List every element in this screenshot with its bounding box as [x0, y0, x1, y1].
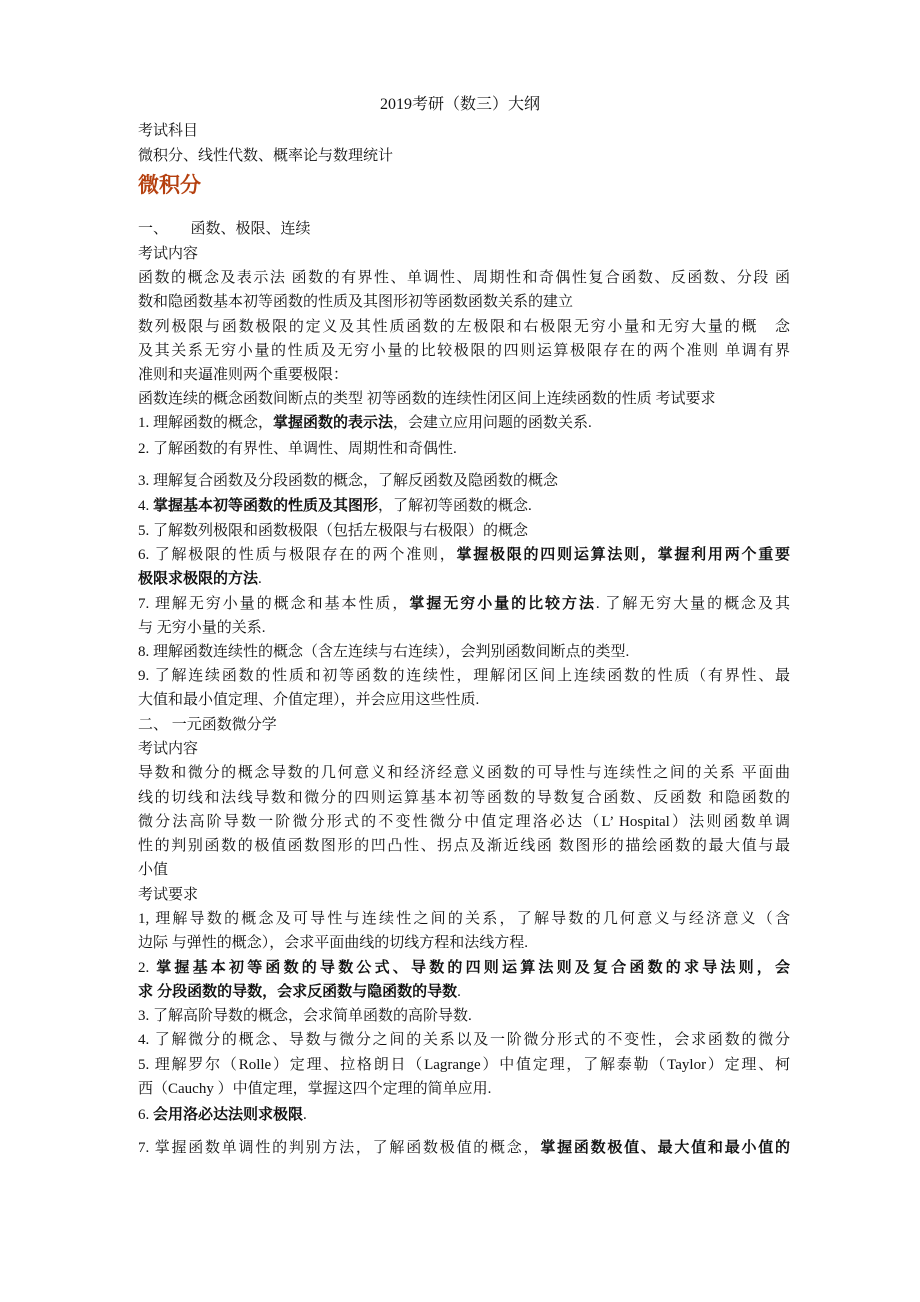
- requirement-item: [138, 1079, 790, 1099]
- text: 6.: [138, 1107, 153, 1123]
- text: 考试科目: [138, 123, 199, 139]
- text: 5. 了解数列极限和函数极限（包括左极限与右极限）的概念: [138, 523, 529, 539]
- requirement-item: [138, 982, 790, 1002]
- text: 一、 函数、极限、连续: [138, 221, 311, 237]
- text: 二、 一元函数微分学: [138, 717, 277, 733]
- text: 6. 了解极限的性质与极限存在的两个准则，: [138, 547, 457, 563]
- requirement-item: [138, 569, 790, 589]
- content-line: [138, 860, 790, 880]
- requirement-item: [138, 594, 790, 614]
- text: 考试内容: [138, 246, 199, 262]
- text: 及其关系无穷小量的性质及无穷小量的比较极限的四则运算极限存在的两个准则 单调有界: [138, 343, 790, 359]
- text: 小值: [138, 862, 169, 878]
- requirement-item: [138, 933, 790, 953]
- text: 3. 理解复合函数及分段函数的概念，了解反函数及隐函数的概念: [138, 473, 559, 489]
- text: 2.: [138, 960, 157, 976]
- requirement-item: [138, 1105, 790, 1125]
- text: 8. 理解函数连续性的概念（含左连续与右连续），会判别函数间断点的类型.: [138, 644, 630, 660]
- text: 2. 了解函数的有界性、单调性、周期性和奇偶性.: [138, 441, 457, 457]
- text: 微积分、线性代数、概率论与数理统计: [138, 148, 394, 164]
- text: 考试要求: [138, 887, 199, 903]
- subjects: [138, 146, 790, 166]
- requirement-item: [138, 909, 790, 929]
- section-label: [138, 244, 790, 264]
- bold-text: 掌握函数的表示法: [273, 414, 394, 431]
- text: 边际 与弹性的概念），会求平面曲线的切线方程和法线方程.: [138, 935, 529, 951]
- chapter-heading: [138, 219, 790, 239]
- text: . 了解无穷大量的概念及其: [595, 596, 790, 612]
- text: 与 无穷小量的关系.: [138, 620, 266, 636]
- section-label: [138, 121, 790, 141]
- requirement-item: [138, 1030, 790, 1050]
- content-line: [138, 268, 790, 288]
- content-line: [138, 341, 790, 361]
- text: 4. 了解微分的概念、导数与微分之间的关系以及一阶微分形式的不变性，会求函数的微分: [138, 1032, 790, 1048]
- content-line: [138, 389, 790, 409]
- text: 3. 了解高阶导数的概念，会求简单函数的高阶导数.: [138, 1008, 472, 1024]
- content-line: [138, 788, 790, 808]
- text: 7. 理解无穷小量的概念和基本性质，: [138, 596, 410, 612]
- bold-text: 掌握极限的四则运算法则，掌握利用两个重要: [456, 546, 790, 563]
- requirement-item: [138, 413, 790, 433]
- text: ，了解初等函数的概念.: [378, 498, 532, 514]
- requirement-item: [138, 958, 790, 978]
- bold-text: 求 分段函数的导数，会求反函数与隐函数的导数: [138, 983, 458, 1000]
- text: 导数和微分的概念导数的几何意义和经济经意义函数的可导性与连续性之间的关系 平面曲: [138, 765, 790, 781]
- requirement-item: [138, 642, 790, 662]
- requirement-item: [138, 666, 790, 686]
- content-line: [138, 836, 790, 856]
- content-line: [138, 812, 790, 832]
- requirement-item: [138, 1006, 790, 1026]
- requirement-item: [138, 545, 790, 565]
- requirement-item: [138, 618, 790, 638]
- text: 微积分: [138, 174, 201, 197]
- text: 西（Cauchy ）中值定理，掌握这四个定理的简单应用.: [138, 1081, 492, 1097]
- section-label: [138, 885, 790, 905]
- text: 微分法高阶导数一阶微分形式的不变性微分中值定理洛必达（L’ Hospital）法则函数单调: [138, 814, 790, 830]
- requirement-item: [138, 496, 790, 516]
- requirement-item: [138, 1138, 790, 1158]
- requirement-item: [138, 471, 790, 491]
- text: 7. 掌握函数单调性的判别方法，了解函数极值的概念，: [138, 1140, 541, 1156]
- text: 5. 理解罗尔（Rolle）定理、拉格朗日（Lagrange）中值定理，了解泰勒（Taylor）定理、柯: [138, 1057, 790, 1073]
- content-line: [138, 292, 790, 312]
- document-title: [0, 95, 920, 115]
- text: 4.: [138, 498, 153, 514]
- section-heading: [138, 173, 790, 199]
- bold-text: 掌握无穷小量的比较方法: [409, 595, 596, 612]
- content-line: [138, 317, 790, 337]
- text: 线的切线和法线导数和微分的四则运算基本初等函数的导数复合函数、反函数 和隐函数的: [138, 790, 790, 806]
- requirement-item: [138, 690, 790, 710]
- text: 数和隐函数基本初等函数的性质及其图形初等函数函数关系的建立: [138, 294, 574, 310]
- requirement-item: [138, 1055, 790, 1075]
- text: .: [303, 1107, 307, 1123]
- text: 2019考研（数三）大纲: [379, 96, 540, 113]
- text: 函数的概念及表示法 函数的有界性、单调性、周期性和奇偶性复合函数、反函数、分段 函: [138, 270, 790, 286]
- bold-text: 掌握函数极值、最大值和最小值的: [540, 1139, 790, 1156]
- text: 准则和夹逼准则两个重要极限：: [138, 367, 349, 383]
- content-line: [138, 365, 790, 385]
- text: 性的判别函数的极值函数图形的凹凸性、拐点及渐近线函 数图形的描绘函数的最大值与最: [138, 838, 790, 854]
- chapter-heading: [138, 715, 790, 735]
- text: .: [258, 571, 262, 587]
- bold-text: 极限求极限的方法: [138, 570, 259, 587]
- text: ，会建立应用问题的函数关系.: [393, 415, 592, 431]
- bold-text: 会用洛必达法则求极限: [153, 1106, 304, 1123]
- text: 考试内容: [138, 741, 199, 757]
- requirement-item: [138, 521, 790, 541]
- content-line: [138, 763, 790, 783]
- text: 9. 了解连续函数的性质和初等函数的连续性，理解闭区间上连续函数的性质（有界性、最: [138, 668, 790, 684]
- text: 数列极限与函数极限的定义及其性质函数的左极限和右极限无穷小量和无穷大量的概 念: [138, 319, 790, 335]
- bold-text: 掌握基本初等函数的导数公式、导数的四则运算法则及复合函数的求导法则，会: [156, 959, 790, 976]
- requirement-item: [138, 439, 790, 459]
- text: .: [457, 984, 461, 1000]
- text: 函数连续的概念函数间断点的类型 初等函数的连续性闭区间上连续函数的性质 考试要求: [138, 391, 716, 407]
- bold-text: 掌握基本初等函数的性质及其图形: [153, 497, 379, 514]
- section-label: [138, 739, 790, 759]
- text: 大值和最小值定理、介值定理），并会应用这些性质.: [138, 692, 480, 708]
- text: 1. 理解函数的概念，: [138, 415, 274, 431]
- text: 1, 理解导数的概念及可导性与连续性之间的关系，了解导数的几何意义与经济意义（含: [138, 911, 790, 927]
